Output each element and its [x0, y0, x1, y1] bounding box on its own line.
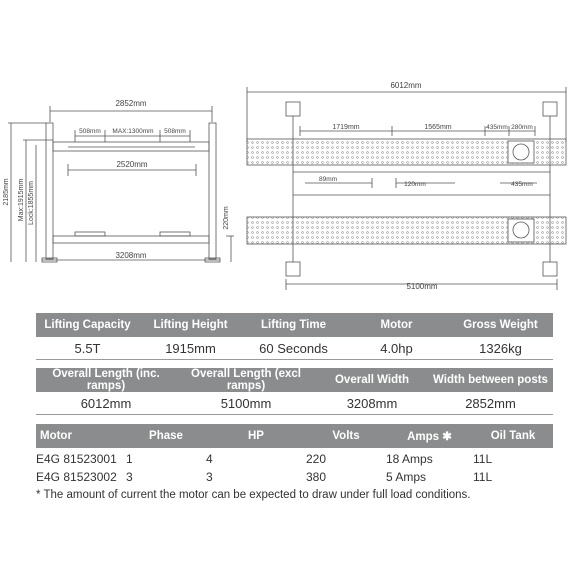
- header-overall-length-inc: Overall Length (inc. ramps): [52, 368, 160, 392]
- header-amps-label: Amps: [407, 431, 440, 443]
- spec-table-2-header: [36, 368, 553, 392]
- value-lifting-height: 1915mm: [165, 340, 216, 356]
- row2-hp: 3: [206, 470, 213, 484]
- spec-table-1-row: [36, 337, 553, 360]
- header-motor-model: Motor: [40, 430, 72, 442]
- spec-table-1: [36, 313, 553, 360]
- header-volts: Volts: [332, 430, 360, 442]
- front-overall-width-label: 2852mm: [115, 99, 147, 108]
- row1-hp: 4: [206, 452, 213, 466]
- value-lifting-capacity: 5.5T: [74, 340, 101, 356]
- top-dim-435-bottom-label: 435mm: [511, 181, 533, 188]
- value-motor: 4.0hp: [380, 340, 413, 356]
- top-post-span-label: 5100mm: [406, 282, 438, 291]
- header-phase: Phase: [149, 430, 183, 442]
- top-dim-435-label: 435mm: [486, 124, 508, 131]
- header-overall-length-excl: Overall Length (excl ramps): [191, 368, 301, 392]
- spec-table-3-header: [36, 424, 553, 448]
- top-dim-89-label: 89mm: [318, 176, 338, 183]
- top-dim-280-label: 280mm: [511, 124, 533, 131]
- front-lock-height-label: Lock:1855mm: [28, 181, 35, 225]
- front-inner-max-label: MAX:1300mm: [112, 128, 154, 135]
- row1-phase: 1: [126, 452, 133, 466]
- row2-amps: 5 Amps: [386, 470, 427, 484]
- front-view-drawing: [0, 95, 240, 280]
- row2-phase: 3: [126, 470, 133, 484]
- value-gross-weight: 1326kg: [479, 340, 522, 356]
- table-row: [36, 450, 553, 468]
- front-bottom-width-label: 3208mm: [115, 251, 147, 260]
- header-oil-tank: Oil Tank: [490, 430, 536, 442]
- row2-oil-tank: 11L: [473, 470, 493, 484]
- front-runway-span-label: 2520mm: [116, 160, 148, 169]
- front-inner-right-label: 508mm: [164, 128, 186, 135]
- top-dim-120-label: 120mm: [404, 181, 426, 188]
- value-overall-length-excl: 5100mm: [220, 395, 272, 411]
- header-lifting-capacity: Lifting Capacity: [44, 319, 131, 331]
- header-gross-weight: Gross Weight: [463, 319, 538, 331]
- spec-table-1-header: [36, 313, 553, 337]
- spec-table-2: [36, 368, 553, 415]
- value-overall-length-inc: 6012mm: [80, 395, 132, 411]
- header-overall-width: Overall Width: [334, 374, 410, 386]
- spec-table-2-row: [36, 392, 553, 415]
- top-dim-1719-label: 1719mm: [332, 124, 360, 131]
- front-post-height-label: 2185mm: [3, 178, 10, 206]
- top-dim-1565-label: 1565mm: [424, 124, 452, 131]
- row1-amps: 18 Amps: [386, 452, 433, 466]
- header-lifting-time: Lifting Time: [261, 319, 326, 331]
- top-view-drawing: [240, 80, 570, 295]
- spec-table-3: [36, 424, 553, 501]
- front-max-height-label: Max:1915mm: [18, 178, 25, 222]
- header-width-between-posts: Width between posts: [433, 374, 548, 386]
- row2-motor: E4G 81523002: [36, 470, 117, 484]
- header-lifting-height: Lifting Height: [153, 319, 228, 331]
- header-amps: [386, 429, 473, 443]
- row2-volts: 380: [306, 470, 327, 484]
- front-low-height-label: 220mm: [223, 206, 230, 230]
- row1-motor: E4G 81523001: [36, 452, 117, 466]
- front-inner-left-label: 508mm: [79, 128, 101, 135]
- value-width-between-posts: 2852mm: [465, 395, 516, 411]
- value-lifting-time: 60 Seconds: [259, 340, 328, 356]
- header-motor: Motor: [380, 319, 413, 331]
- row1-oil-tank: 11L: [473, 452, 493, 466]
- header-hp: HP: [248, 430, 264, 442]
- top-overall-length-label: 6012mm: [390, 81, 422, 90]
- table-row: [36, 468, 553, 486]
- amps-star-icon: ✱: [442, 431, 452, 443]
- value-overall-width: 3208mm: [346, 395, 398, 411]
- footnote: * The amount of current the motor can be expected to draw under full load conditions.: [36, 489, 471, 501]
- row1-volts: 220: [306, 452, 327, 466]
